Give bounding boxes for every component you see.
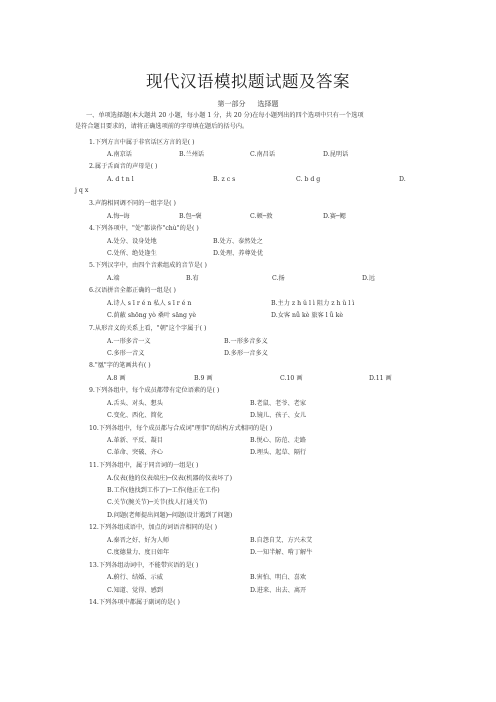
option-c: C.多形一音义 <box>107 350 145 357</box>
option-d: D.远 <box>362 275 375 282</box>
option-a: A.仪表(他的仪表端庄)─仪表(机器的仪表坏了) <box>107 475 233 482</box>
instructions-line-2: 是符合题目要求的，请将正确选项前的字母填在题后的括号内。 <box>75 123 249 130</box>
option-c: C.10 画 <box>280 375 303 382</box>
option-a: A.舌头、对头、想头 <box>107 400 163 407</box>
section-part: 第一部分 <box>217 100 246 108</box>
option-b: B.悦心、防范、走路 <box>250 437 307 444</box>
option-d: D.埋头、起草、隔行 <box>250 449 307 456</box>
option-b: B.主力 z h ǔ l ì 阻力 z h ǔ l ì <box>271 300 355 307</box>
option-d: D.女客 nǚ kè 旅客 l ǚ kè <box>271 312 344 319</box>
option-a: A.悔─诲 <box>107 213 130 220</box>
option-d: D.多形一音多义 <box>224 350 268 357</box>
option-a: A.一形多音一义 <box>107 338 151 345</box>
question-9: 9.下列各组中，每个成员都带有定位语素的是( ) <box>89 387 220 394</box>
question-11: 11.下列各组中，属于同音词的一组是( ) <box>89 462 199 469</box>
option-d: D.11 画 <box>369 375 392 382</box>
question-10: 10.下列各组中，每个成员都与合成词"理事"的结构方式相同的是( ) <box>89 425 273 432</box>
option-d: D.处理、养尊处优 <box>213 250 264 257</box>
option-c: C.荫蔽 shōng yò 桑叶 sāng yè <box>107 312 197 319</box>
option-c: C.顿─敦 <box>250 213 273 220</box>
option-d: D.进来、出去、离开 <box>250 587 307 594</box>
option-c: C.知道、觉得、感到 <box>107 587 163 594</box>
section-name: 选择题 <box>257 100 279 108</box>
option-a: A.诗人 s ī r é n 私人 s ī r é n <box>107 300 192 307</box>
option-a: A.蔚行、结婚、示威 <box>107 574 163 581</box>
question-1: 1.下列方言中属于非官话区方言的是( ) <box>89 139 195 146</box>
option-d: D.问题(老师提出问题)─问题(设计遇到了问题) <box>107 512 233 519</box>
question-8: 8."凰"字的笔画共有( ) <box>89 362 151 369</box>
option-b: B.一形多音多义 <box>224 338 268 345</box>
question-2: 2.属于舌面音的声母是( ) <box>89 163 158 170</box>
question-3: 3.声韵相同调不同的一组字是( ) <box>89 200 176 207</box>
option-c: C.南昌话 <box>250 151 276 158</box>
option-c: C.革命、突破、齐心 <box>107 449 163 456</box>
section-heading <box>0 99 496 109</box>
question-14: 14.下列各项中都属于副词的是( ) <box>89 599 180 606</box>
option-b: B.处方、泰然处之 <box>213 238 263 245</box>
option-c: C.变化、西化、简化 <box>107 412 163 419</box>
option-b: B.老鼠、老爷、老家 <box>250 400 307 407</box>
option-d: D.赛─鳃 <box>323 213 346 220</box>
option-c: C. b d g <box>296 176 321 183</box>
option-b: B.兰州话 <box>179 151 205 158</box>
question-5: 5.下列汉字中，由四个音素组成的音节是( ) <box>89 262 207 269</box>
option-d: D.昆明话 <box>323 151 349 158</box>
option-b: B.宥 <box>186 275 199 282</box>
question-6: 6.汉语拼音全都正确的一组是( ) <box>89 287 176 294</box>
option-d: D.镜儿、孩子、女儿 <box>250 412 307 419</box>
question-4: 4.下列各项中，"处"都读作"chù"的是( ) <box>89 225 199 232</box>
option-c: C.关节(腕关节)─关节(找人打通关节) <box>107 499 208 506</box>
option-a: A.端 <box>107 275 120 282</box>
option-b: B.自怨自艾、方兴未艾 <box>250 537 313 544</box>
document-title: 现代汉语模拟题试题及答案 <box>146 72 350 91</box>
question-13: 13.下列各组动词中，不能带宾语的是( ) <box>89 562 199 569</box>
option-a: A.南京话 <box>107 151 132 158</box>
option-a: A.革新、平反、凝目 <box>107 437 163 444</box>
option-a: A.处分、设身处地 <box>107 238 157 245</box>
instructions-line-1: 一、单项选择题(本大题共 20 小题，每小题 1 分，共 20 分)在每小题列出的四个选项中只有一个选项 <box>86 112 364 119</box>
option-a: A.秦晋之好、好为人师 <box>107 537 170 544</box>
option-c: C.处所、绝处逢生 <box>107 250 157 257</box>
question-7: 7.从形音义的关系上看，"朝"这个字属于( ) <box>89 325 207 332</box>
option-b: B. z c s <box>213 176 236 183</box>
option-b: B.9 画 <box>194 375 213 382</box>
option-d: D. <box>399 176 406 183</box>
option-c: C.度德量力、度日如年 <box>107 549 170 556</box>
option-a: A.8 画 <box>107 375 126 382</box>
question-2-option-d-wrap: j q x <box>75 187 89 194</box>
option-c: C.扬 <box>272 275 285 282</box>
option-b: B.害怕、明白、喜欢 <box>250 574 307 581</box>
option-d: D.一知半解、啃丁解牛 <box>250 549 313 556</box>
option-b: B.工作(他找到工作了)─工作(他正在工作) <box>107 487 220 494</box>
option-b: B.包─褒 <box>179 213 202 220</box>
option-a: A. d t n l <box>107 176 134 183</box>
question-12: 12.下列各组成语中，加点的词语音相同的是( ) <box>89 524 218 531</box>
